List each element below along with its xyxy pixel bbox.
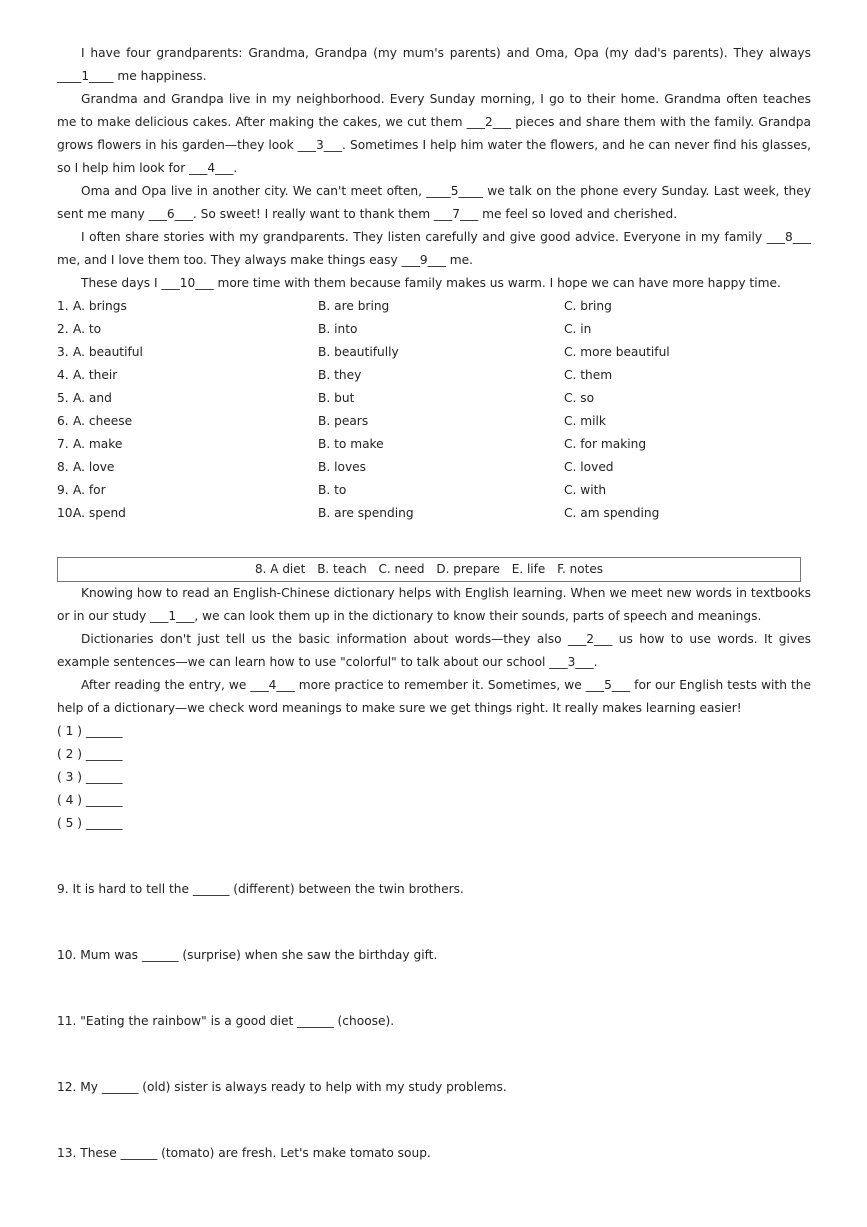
worksheet-page [57,42,811,1165]
option-c: C. with [564,483,607,497]
option-row [57,341,811,364]
option-number: 4. [57,368,69,382]
answer-line[interactable]: ( 2 ) ______ [57,747,123,761]
option-a: A. spend [73,506,126,520]
option-number: 3. [57,345,69,359]
option-a: A. love [73,460,115,474]
word-box-item: D. prepare [436,562,500,576]
passage-1-paragraph: Oma and Opa live in another city. We can't meet often, ____5____ we talk on the phone every Sunday. Last week, they sent me many ___6___. So sweet! I really want to thank them ___7___ me feel so loved and cherished. [57,184,811,221]
option-number: 7. [57,437,69,451]
answer-line[interactable]: ( 3 ) ______ [57,770,123,784]
option-b: B. beautifully [318,345,399,359]
option-b: B. they [318,368,362,382]
option-c: C. am spending [564,506,660,520]
option-row [57,479,811,502]
option-c: C. more beautiful [564,345,670,359]
option-b: B. to make [318,437,384,451]
option-row [57,387,811,410]
option-b: B. to [318,483,347,497]
answer-lines [57,720,811,835]
option-row [57,502,811,525]
option-a: A. brings [73,299,127,313]
option-a: A. for [73,483,106,497]
word-box-item: C. need [378,562,425,576]
question: 11. "Eating the rainbow" is a good diet ______ (choose). [57,1014,395,1028]
option-b: B. loves [318,460,367,474]
option-number: 1. [57,299,69,313]
option-number: 10. [57,506,77,520]
option-a: A. cheese [73,414,133,428]
passage-1 [57,42,811,295]
question: 12. My ______ (old) sister is always ready to help with my study problems. [57,1080,507,1094]
passage-1-paragraph: These days I ___10___ more time with them because family makes us warm. I hope we can have more happy time. [81,276,781,290]
option-row [57,318,811,341]
option-c: C. loved [564,460,614,474]
passage-2 [57,582,811,720]
passage-1-paragraph: I often share stories with my grandparents. They listen carefully and give good advice. Everyone in my family ___8___ me, and I love them too. They always make things easy ___9___ me. [57,230,811,267]
word-box [57,557,801,582]
question: 9. It is hard to tell the ______ (different) between the twin brothers. [57,882,464,896]
passage-2-paragraph: Knowing how to read an English-Chinese dictionary helps with English learning. When we meet new words in textbooks or in our study ___1___, we can look them up in the dictionary to know their sounds, parts of speech and meanings. [57,586,811,623]
word-form-questions [57,878,811,1165]
option-number: 6. [57,414,69,428]
option-number: 5. [57,391,69,405]
option-number: 2. [57,322,69,336]
passage-2-paragraph: Dictionaries don't just tell us the basic information about words—they also ___2___ us how to use words. It gives example sentences—we can learn how to use "colorful" to talk about our school ___3___. [57,632,811,669]
option-row [57,364,811,387]
option-row [57,433,811,456]
option-c: C. bring [564,299,612,313]
word-box-item: 8. A diet [255,562,306,576]
word-box-item: E. life [511,562,546,576]
word-box-item: B. teach [317,562,367,576]
option-b: B. into [318,322,358,336]
passage-1-paragraph: I have four grandparents: Grandma, Grandpa (my mum's parents) and Oma, Opa (my dad's parents). They always ____1____ me happiness. [57,46,811,83]
answer-line[interactable]: ( 1 ) ______ [57,724,123,738]
option-a: A. to [73,322,102,336]
option-row [57,295,811,318]
option-number: 8. [57,460,69,474]
option-row [57,456,811,479]
option-a: A. beautiful [73,345,143,359]
option-c: C. milk [564,414,606,428]
option-c: C. them [564,368,613,382]
passage-2-paragraph: After reading the entry, we ___4___ more practice to remember it. Sometimes, we ___5___ for our English tests with the help of a dictionary—we check word meanings to make sure we get things right. It really makes learning easier! [57,678,811,715]
option-number: 9. [57,483,69,497]
passage-1-paragraph: Grandma and Grandpa live in my neighborhood. Every Sunday morning, I go to their home. Grandma often teaches me to make delicious cakes. After making the cakes, we cut them ___2___ pieces and share them with the family. Grandpa grows flowers in his garden—they look ___3___. Sometimes I help him water the flowers, and he can never find his glasses, so I help him look for ___4___. [57,92,811,175]
answer-line[interactable]: ( 5 ) ______ [57,816,123,830]
question: 13. These ______ (tomato) are fresh. Let's make tomato soup. [57,1146,431,1160]
option-b: B. are bring [318,299,390,313]
option-c: C. in [564,322,592,336]
answer-line[interactable]: ( 4 ) ______ [57,793,123,807]
option-row [57,410,811,433]
word-box-item: F. notes [557,562,603,576]
option-a: A. and [73,391,112,405]
option-b: B. pears [318,414,369,428]
option-a: A. make [73,437,123,451]
options-list [57,295,811,525]
option-c: C. for making [564,437,647,451]
option-b: B. but [318,391,355,405]
question: 10. Mum was ______ (surprise) when she saw the birthday gift. [57,948,438,962]
option-c: C. so [564,391,595,405]
option-b: B. are spending [318,506,414,520]
option-a: A. their [73,368,118,382]
